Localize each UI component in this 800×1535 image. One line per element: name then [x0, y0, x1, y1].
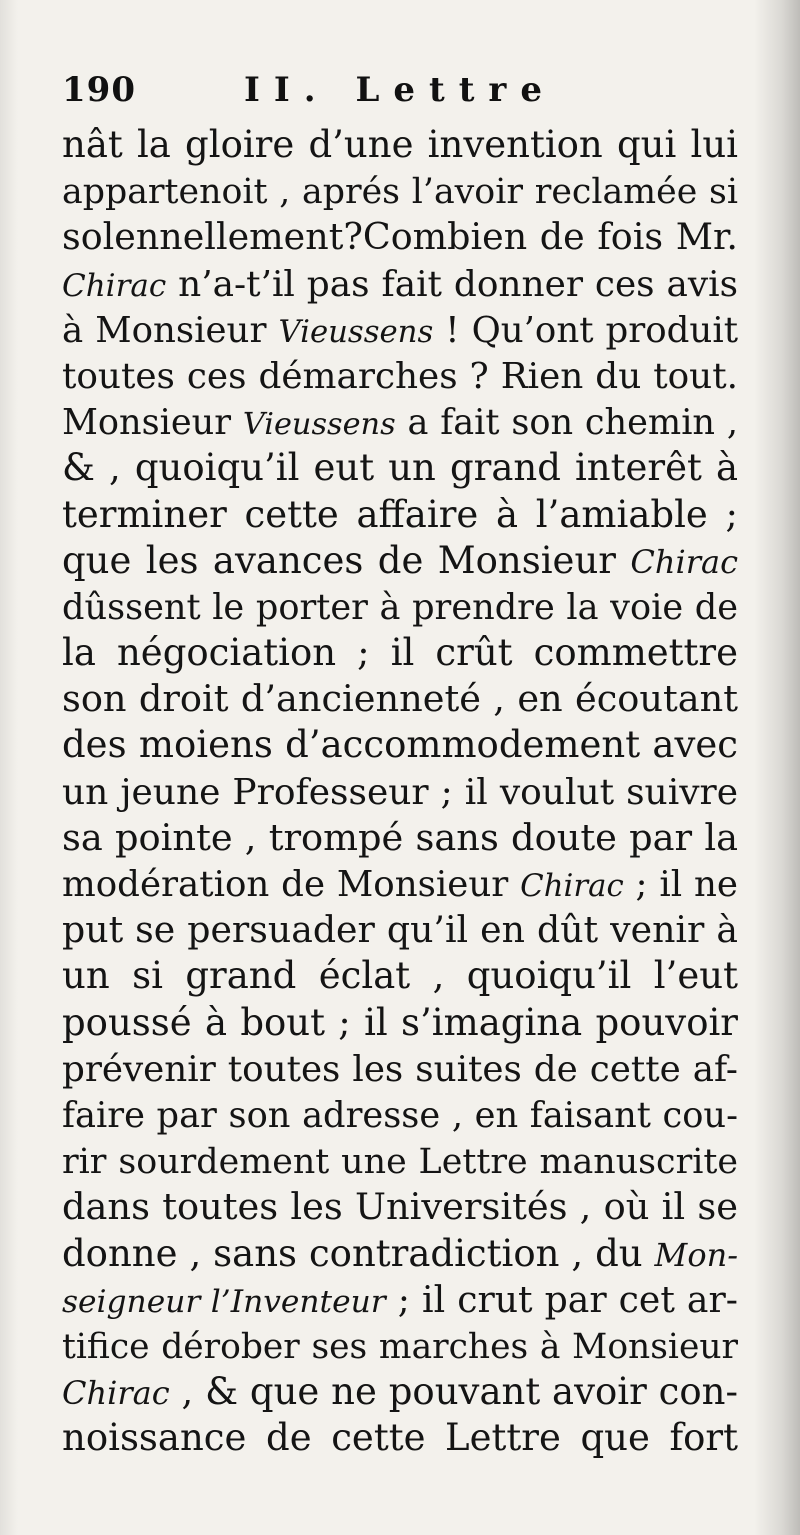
italic-text-segment: Chirac: [62, 267, 167, 304]
text-line: [62, 538, 738, 584]
text-segment: & , quoiqu’il eut un grand interêt à: [62, 446, 738, 490]
text-segment: put se persuader qu’il en dût venir à: [62, 908, 738, 952]
text-segment: dans toutes les Universités , où il se: [62, 1185, 738, 1229]
text-segment: rir sourdement une Lettre manuscrite: [62, 1142, 738, 1183]
text-segment: un si grand éclat , quoiqu’il l’eut: [62, 954, 738, 998]
text-segment: ; il crut par cet ar-: [385, 1277, 738, 1321]
text-line: [62, 1415, 738, 1461]
text-line: [62, 445, 738, 491]
text-line: [62, 584, 738, 630]
text-segment: , & que ne pouvant avoir con-: [169, 1370, 738, 1414]
text-segment: faire par son adresse , en faisant cou-: [62, 1094, 738, 1136]
italic-text-segment: Chirac: [62, 1374, 170, 1413]
text-line: [62, 953, 738, 999]
text-line: [62, 907, 738, 953]
text-segment: ; il ne: [623, 864, 738, 905]
text-line: [62, 1231, 738, 1277]
text-segment: a fait son chemin ,: [395, 402, 738, 444]
text-line: [62, 307, 738, 353]
text-segment: solennellement?Combien de fois Mr.: [62, 215, 738, 259]
text-segment: toutes ces démarches ? Rien du tout.: [62, 355, 738, 397]
text-line: [62, 492, 738, 538]
text-segment: son droit d’ancienneté , en écoutant: [62, 677, 738, 721]
text-segment: Monsieur: [62, 402, 243, 444]
text-segment: prévenir toutes les suites de cette af-: [62, 1048, 738, 1090]
text-line: [62, 1138, 738, 1184]
italic-text-segment: Vieussens: [242, 407, 396, 443]
text-segment: poussé à bout ; il s’imagina pouvoir: [62, 1000, 738, 1044]
text-segment: la négociation ; il crût commettre: [62, 631, 738, 675]
text-line: [62, 1000, 738, 1046]
text-line: [62, 815, 738, 861]
page-number: 190: [62, 70, 136, 110]
italic-text-segment: Chirac: [630, 542, 738, 581]
text-segment: nât la gloire d’une invention qui lui: [62, 123, 738, 166]
text-segment: noissance de cette Lettre que fort: [62, 1416, 738, 1460]
text-line: [62, 122, 738, 168]
text-segment: des moiens d’accommodement avec: [62, 723, 738, 767]
text-line: [62, 399, 738, 445]
text-segment: sa pointe , trompé sans doute par la: [62, 815, 738, 859]
text-segment: que les avances de Monsieur: [62, 538, 631, 582]
text-segment: appartenoit , aprés l’avoir reclamée si: [62, 172, 738, 213]
body-text: [62, 122, 738, 1461]
text-line: [62, 1323, 738, 1369]
page-header: [56, 66, 746, 114]
text-line: [62, 722, 738, 768]
italic-text-segment: Mon-: [654, 1235, 738, 1274]
text-line: [62, 353, 738, 399]
text-segment: donne , sans contradiction , du: [62, 1231, 655, 1275]
text-line: [62, 1369, 738, 1415]
text-segment: à Monsieur: [62, 309, 279, 351]
text-segment: dûssent le porter à prendre la voie de: [62, 586, 738, 628]
text-line: [62, 861, 738, 907]
text-segment: ! Qu’ont produit: [433, 309, 738, 351]
text-line: [62, 1046, 738, 1092]
text-segment: modération de Monsieur: [62, 864, 521, 905]
text-line: [62, 1277, 738, 1323]
italic-text-segment: Chirac: [520, 868, 624, 904]
text-line: [62, 630, 738, 676]
text-line: [62, 214, 738, 260]
text-segment: un jeune Professeur ; il voulut suivre: [62, 771, 738, 813]
italic-text-segment: Vieussens: [278, 313, 434, 350]
text-line: [62, 168, 738, 214]
text-segment: n’a-t’il pas fait donner ces avis: [166, 263, 738, 305]
text-line: [62, 1184, 738, 1230]
running-head: II. Lettre: [244, 70, 556, 110]
text-line: [62, 261, 738, 307]
text-line: [62, 1092, 738, 1138]
italic-text-segment: seigneur l’Inventeur: [62, 1283, 386, 1320]
text-segment: terminer cette affaire à l’amiable ;: [62, 492, 738, 536]
text-line: [62, 769, 738, 815]
text-segment: tifice dérober ses marches à Monsieur: [62, 1326, 738, 1367]
page-edge-shadow: [754, 0, 800, 1535]
page-gutter-shadow: [0, 0, 18, 1535]
text-line: [62, 676, 738, 722]
